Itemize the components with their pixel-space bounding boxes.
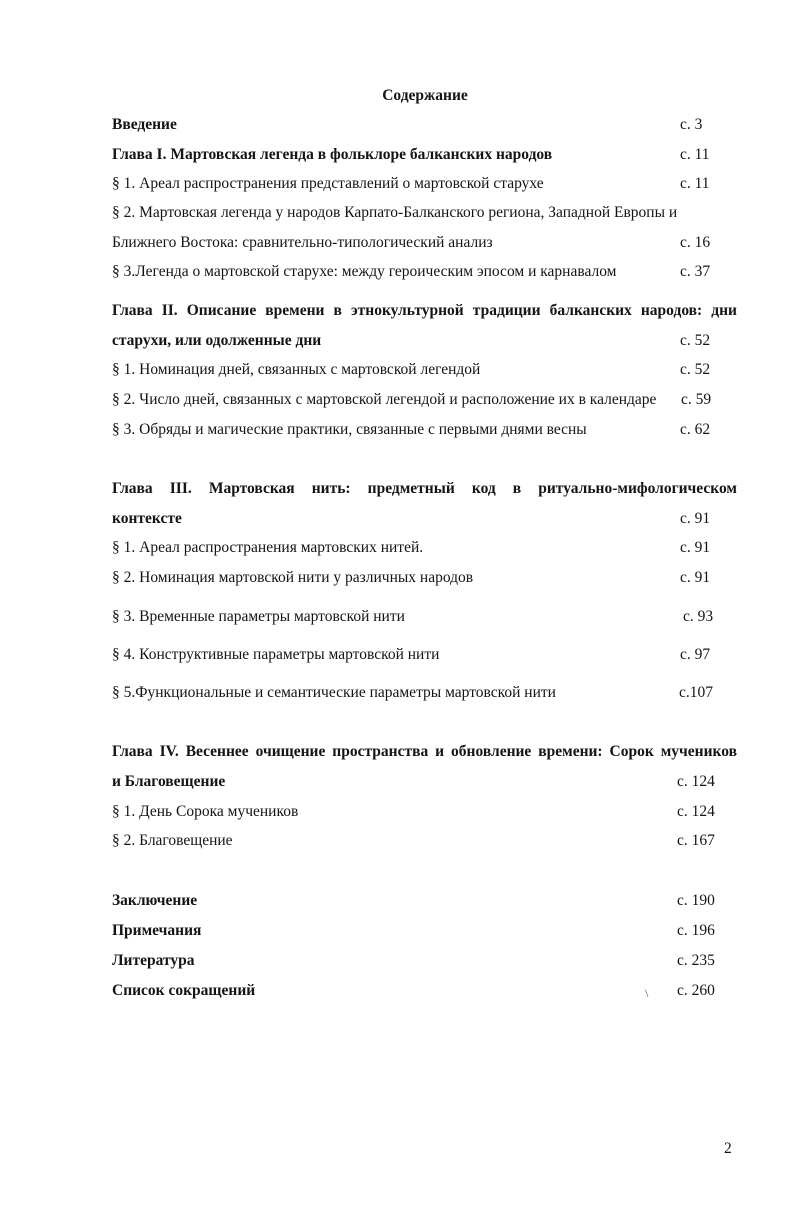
entry-page: с. 93 [683,608,714,625]
chapter-heading-line-2: старухи, или одолженные дни [112,332,322,349]
entry-label-line-1: § 2. Мартовская легенда у народов Карпато-Балканского региона, Западной Европы и [112,204,678,221]
entry-label: § 1. Ареал распространения представлений о мартовской старухе [112,175,544,192]
entry-label: § 1. День Сорока мучеников [112,803,299,820]
entry-label: § 1. Ареал распространения мартовских нитей. [112,539,424,556]
entry-label: § 2. Номинация мартовской нити у различных народов [112,569,474,586]
entry-page: с. 196 [677,922,715,939]
entry-page: с. 16 [680,234,711,251]
entry-page: с. 124 [677,773,715,790]
entry-page: с. 11 [680,175,710,192]
stray-scan-mark: \ [645,986,649,1000]
entry-page: с. 167 [677,832,715,849]
toc-title: Содержание [382,87,468,104]
page-number: 2 [724,1140,732,1157]
entry-page: с. 91 [680,510,711,527]
entry-label: § 4. Конструктивные параметры мартовской нити [112,646,440,663]
entry-label: § 3. Временные параметры мартовской нити [112,608,405,625]
entry-page: с. 3 [680,116,703,133]
entry-label: § 2. Число дней, связанных с мартовской легендой и расположение их в календаре [112,391,657,408]
entry-label: § 2. Благовещение [112,832,233,849]
entry-page: с. 190 [677,892,715,909]
chapter-heading: Глава I. Мартовская легенда в фольклоре балканских народов [112,146,553,163]
entry-label: Примечания [112,922,202,939]
entry-page: с. 260 [677,982,715,999]
entry-page: с. 37 [680,263,711,280]
entry-page: с. 62 [680,421,711,438]
entry-label: Введение [112,116,177,133]
entry-label: § 5.Функциональные и семантические параметры мартовской нити [112,684,556,701]
entry-page: с. 124 [677,803,715,820]
entry-page: с. 11 [680,146,710,163]
entry-label: § 3.Легенда о мартовской старухе: между героическим эпосом и карнавалом [112,263,617,280]
entry-page: с. 52 [680,332,711,349]
entry-label-line-2: Ближнего Востока: сравнительно-типологический анализ [112,234,493,251]
entry-page: с. 235 [677,952,715,969]
chapter-heading-line-2: и Благовещение [112,773,226,790]
chapter-4-heading-line-1: Глава IV. Весеннее очищение пространства и обновление времени: Сорок мучеников [112,743,737,760]
chapter-3-heading-line-1: Глава III. Мартовская нить: предметный код в ритуально-мифологическом [112,480,737,497]
entry-page: с. 97 [680,646,711,663]
entry-page: с. 52 [680,361,711,378]
entry-label: § 3. Обряды и магические практики, связанные с первыми днями весны [112,421,587,438]
chapter-2-heading-line-1: Глава II. Описание времени в этнокультурной традиции балканских народов: дни [112,302,737,319]
entry-page: с. 59 [681,391,712,408]
entry-label: Литература [112,952,195,969]
entry-label: § 1. Номинация дней, связанных с мартовской легендой [112,361,481,378]
entry-page: с.107 [679,684,714,701]
entry-page: с. 91 [680,539,711,556]
entry-label: Список сокращений [112,982,256,999]
entry-label: Заключение [112,892,198,909]
entry-page: с. 91 [680,569,711,586]
chapter-heading-line-2: контексте [112,510,182,527]
